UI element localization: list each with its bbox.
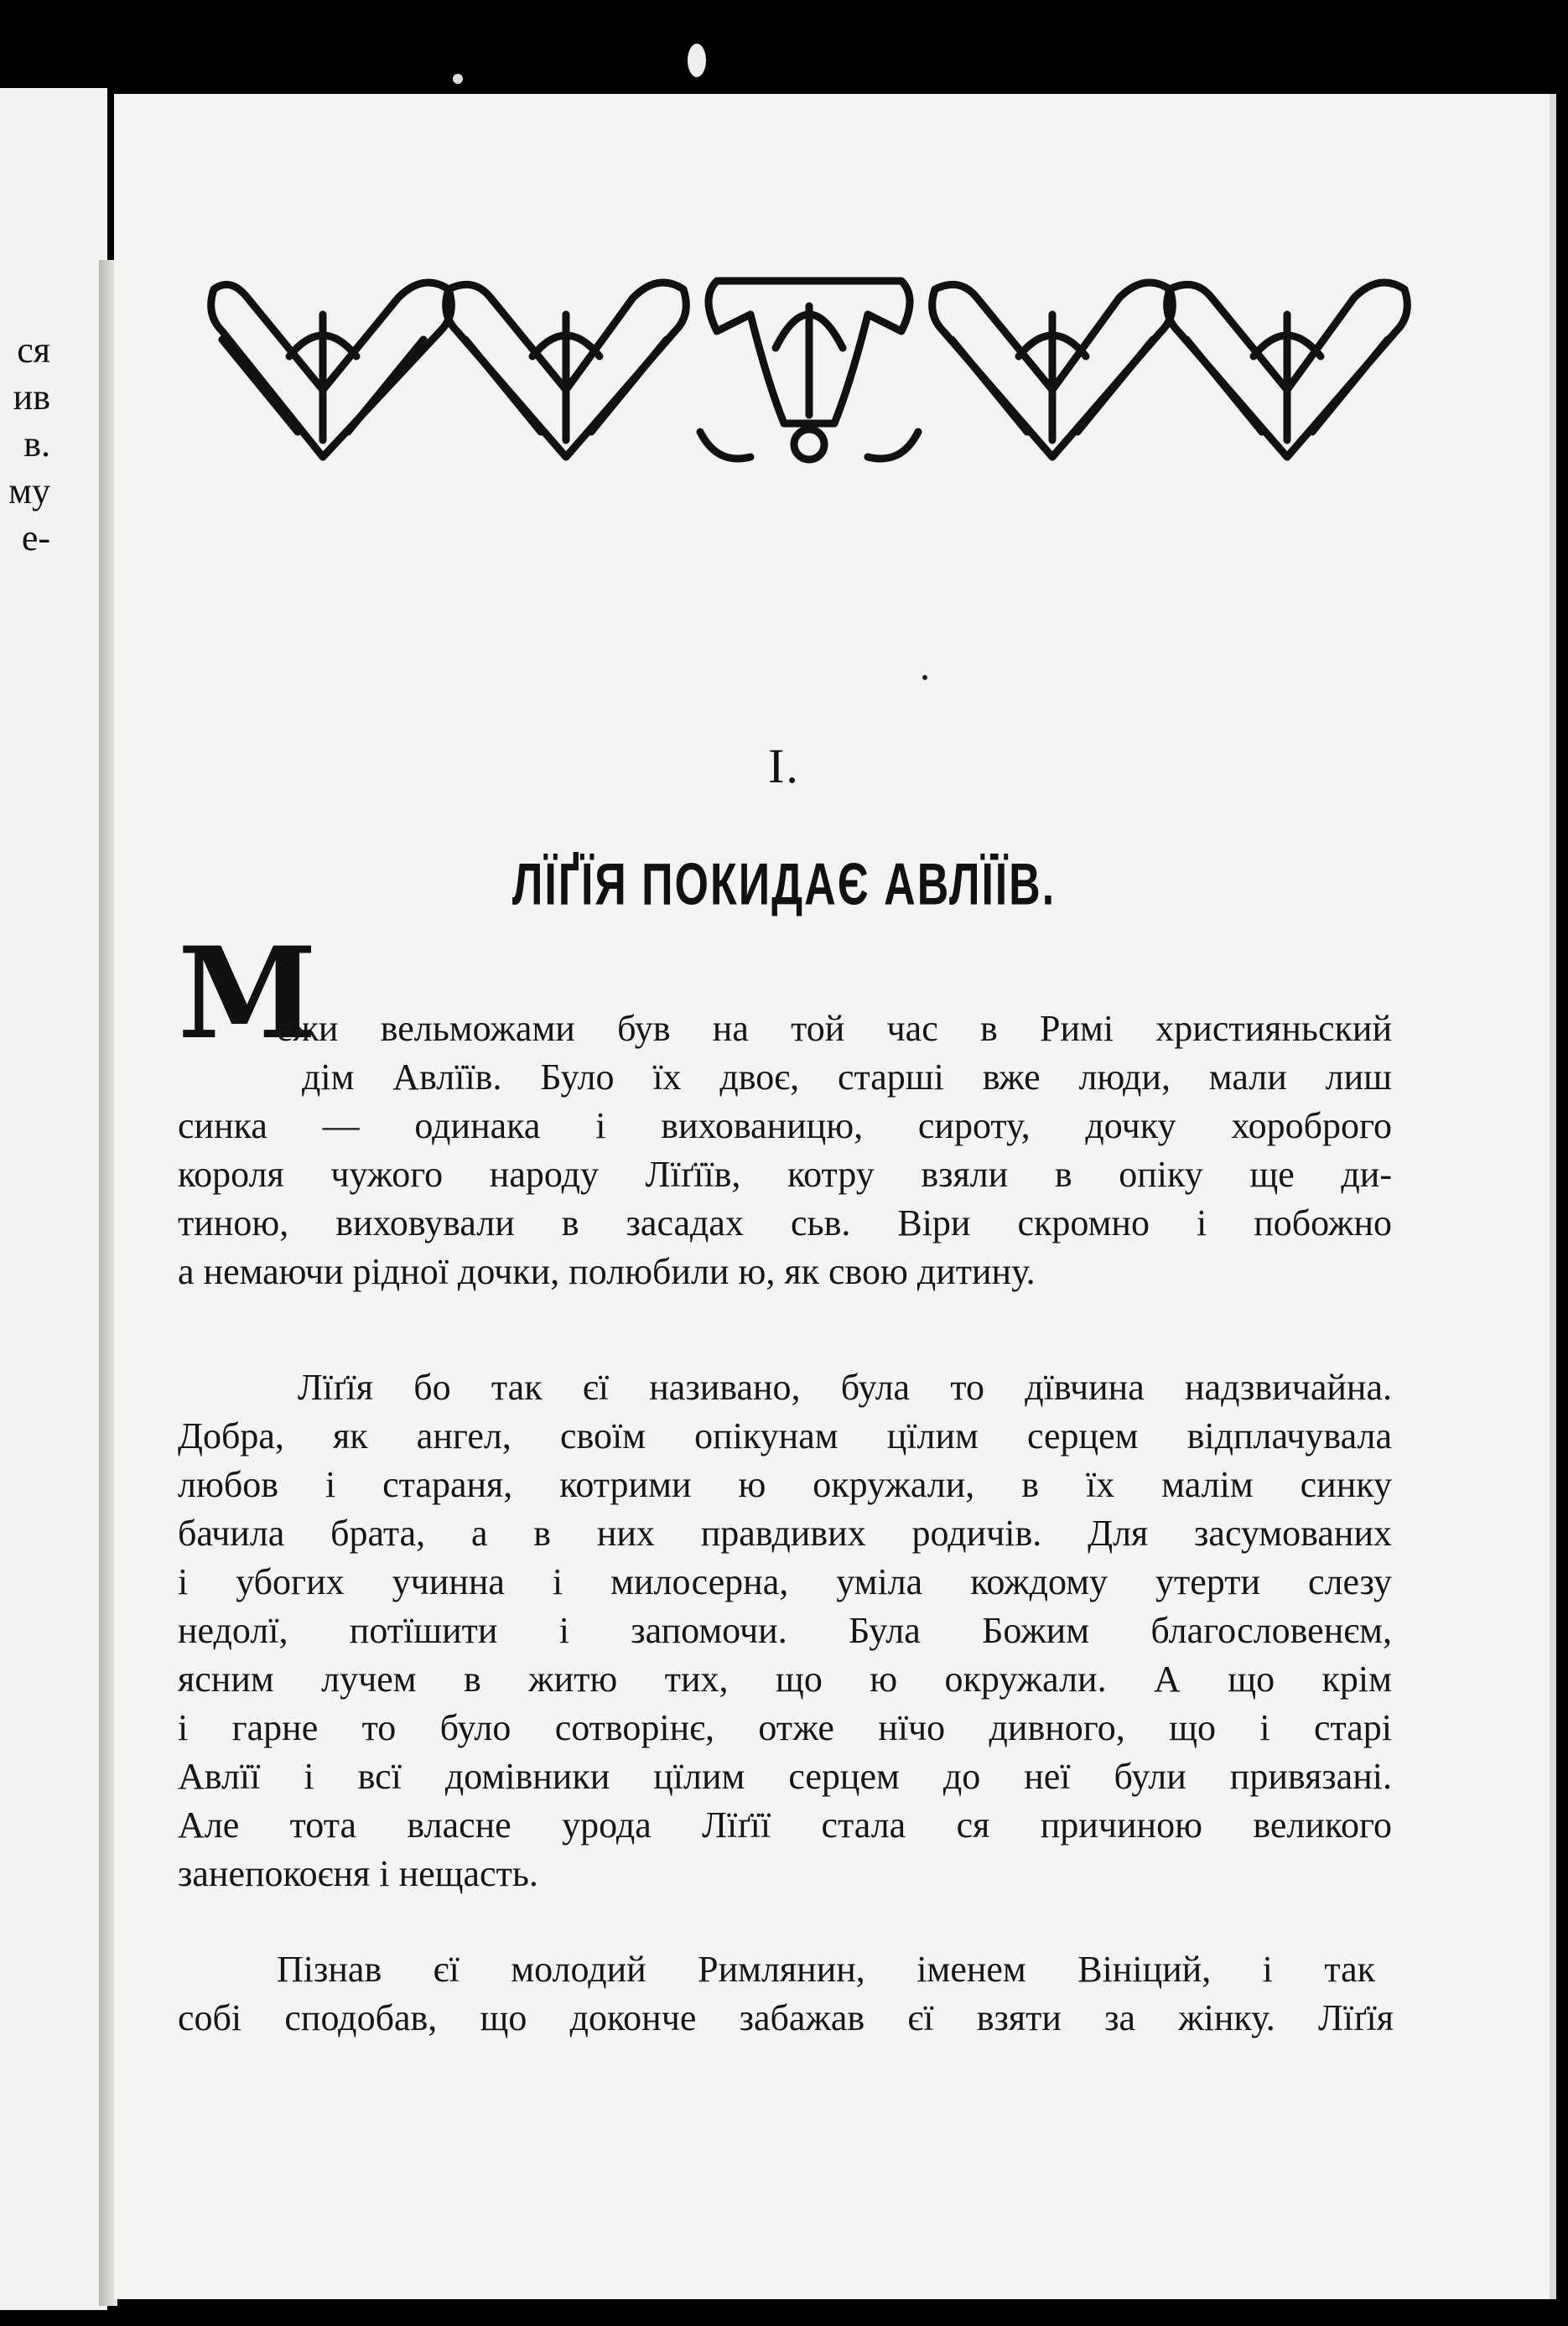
chapter-title: ЛЇҐЇЯ ПОКИДАЄ АВЛЇЇВ. xyxy=(511,852,1057,918)
art-nouveau-header-ornament-icon xyxy=(197,264,1421,482)
facing-line: ив xyxy=(13,376,50,418)
text-line: ясним лучем в житю тих, що ю окружали. А що крім xyxy=(178,1659,1392,1700)
scan-speck xyxy=(922,675,927,680)
text-line: ежи вельможами був на той час в Римі християньский xyxy=(277,1008,1392,1049)
text-line: дім Авлїїв. Було їх двоє, старші вже люди, мали лиш xyxy=(302,1057,1392,1098)
text-line: Добра, як ангел, своїм опікунам цїлим серцем відплачувала xyxy=(178,1415,1392,1456)
scan-speck xyxy=(688,44,706,77)
text-line: короля чужого народу Лїґїїв, котру взяли в опіку ще ди- xyxy=(178,1154,1392,1195)
paragraph-1-first-line xyxy=(277,1005,1392,1053)
scan-speck xyxy=(453,74,463,84)
paragraph-3 xyxy=(178,1994,1394,2043)
text-line: і гарне то було сотворінє, отже нїчо дивного, що і старі xyxy=(178,1707,1392,1748)
facing-line: е- xyxy=(21,517,50,558)
chapter-number: I. xyxy=(768,739,800,793)
text-line: собі сподобав, що доконче забажав єї взяти за жінку. Лїґїя xyxy=(178,1997,1394,2038)
text-line: Але тота власне урода Лїґїї стала ся причиною великого xyxy=(178,1804,1392,1846)
text-line: тиною, виховували в засадах сьв. Віри скромно і побожно xyxy=(178,1202,1392,1243)
text-line: бачила брата, а в них правдивих родичів. Для засумованих xyxy=(178,1513,1392,1554)
text-line: і убогих учинна і милосерна, уміла кождому утерти слезу xyxy=(178,1561,1392,1602)
facing-line: в. xyxy=(23,423,50,465)
facing-line: му xyxy=(8,470,50,511)
text-line: любов і стараня, котрими ю окружали, в їх малім синку xyxy=(178,1464,1392,1505)
text-line: Пізнав єї молодий Римлянин, іменем Вініций, і так xyxy=(277,1949,1375,1990)
text-line: а немаючи рідної дочки, полюбили ю, як свою дитину. xyxy=(178,1251,1036,1292)
paragraph-2-first-line xyxy=(298,1363,1392,1412)
facing-page-text xyxy=(0,327,50,562)
text-line: Авлїї і всї домівники цїлим серцем до неї були привязані. xyxy=(178,1756,1392,1797)
text-line: недолї, потїшити і запомочи. Була Божим благословенєм, xyxy=(178,1610,1392,1651)
drop-cap: M xyxy=(178,920,318,1067)
text-line: Лїґїя бо так єї називано, була то дївчина надзвичайна. xyxy=(298,1367,1392,1408)
paragraph-1-second-line xyxy=(302,1053,1392,1102)
text-line: синка — одинака і вихованицю, сироту, дочку хороброго xyxy=(178,1105,1392,1146)
paragraph-1 xyxy=(178,1102,1392,1296)
paragraph-2 xyxy=(178,1412,1392,1898)
text-line: занепокоєня і нещасть. xyxy=(178,1853,538,1894)
facing-line: ся xyxy=(17,330,50,371)
paragraph-3-first-line xyxy=(277,1945,1375,1994)
